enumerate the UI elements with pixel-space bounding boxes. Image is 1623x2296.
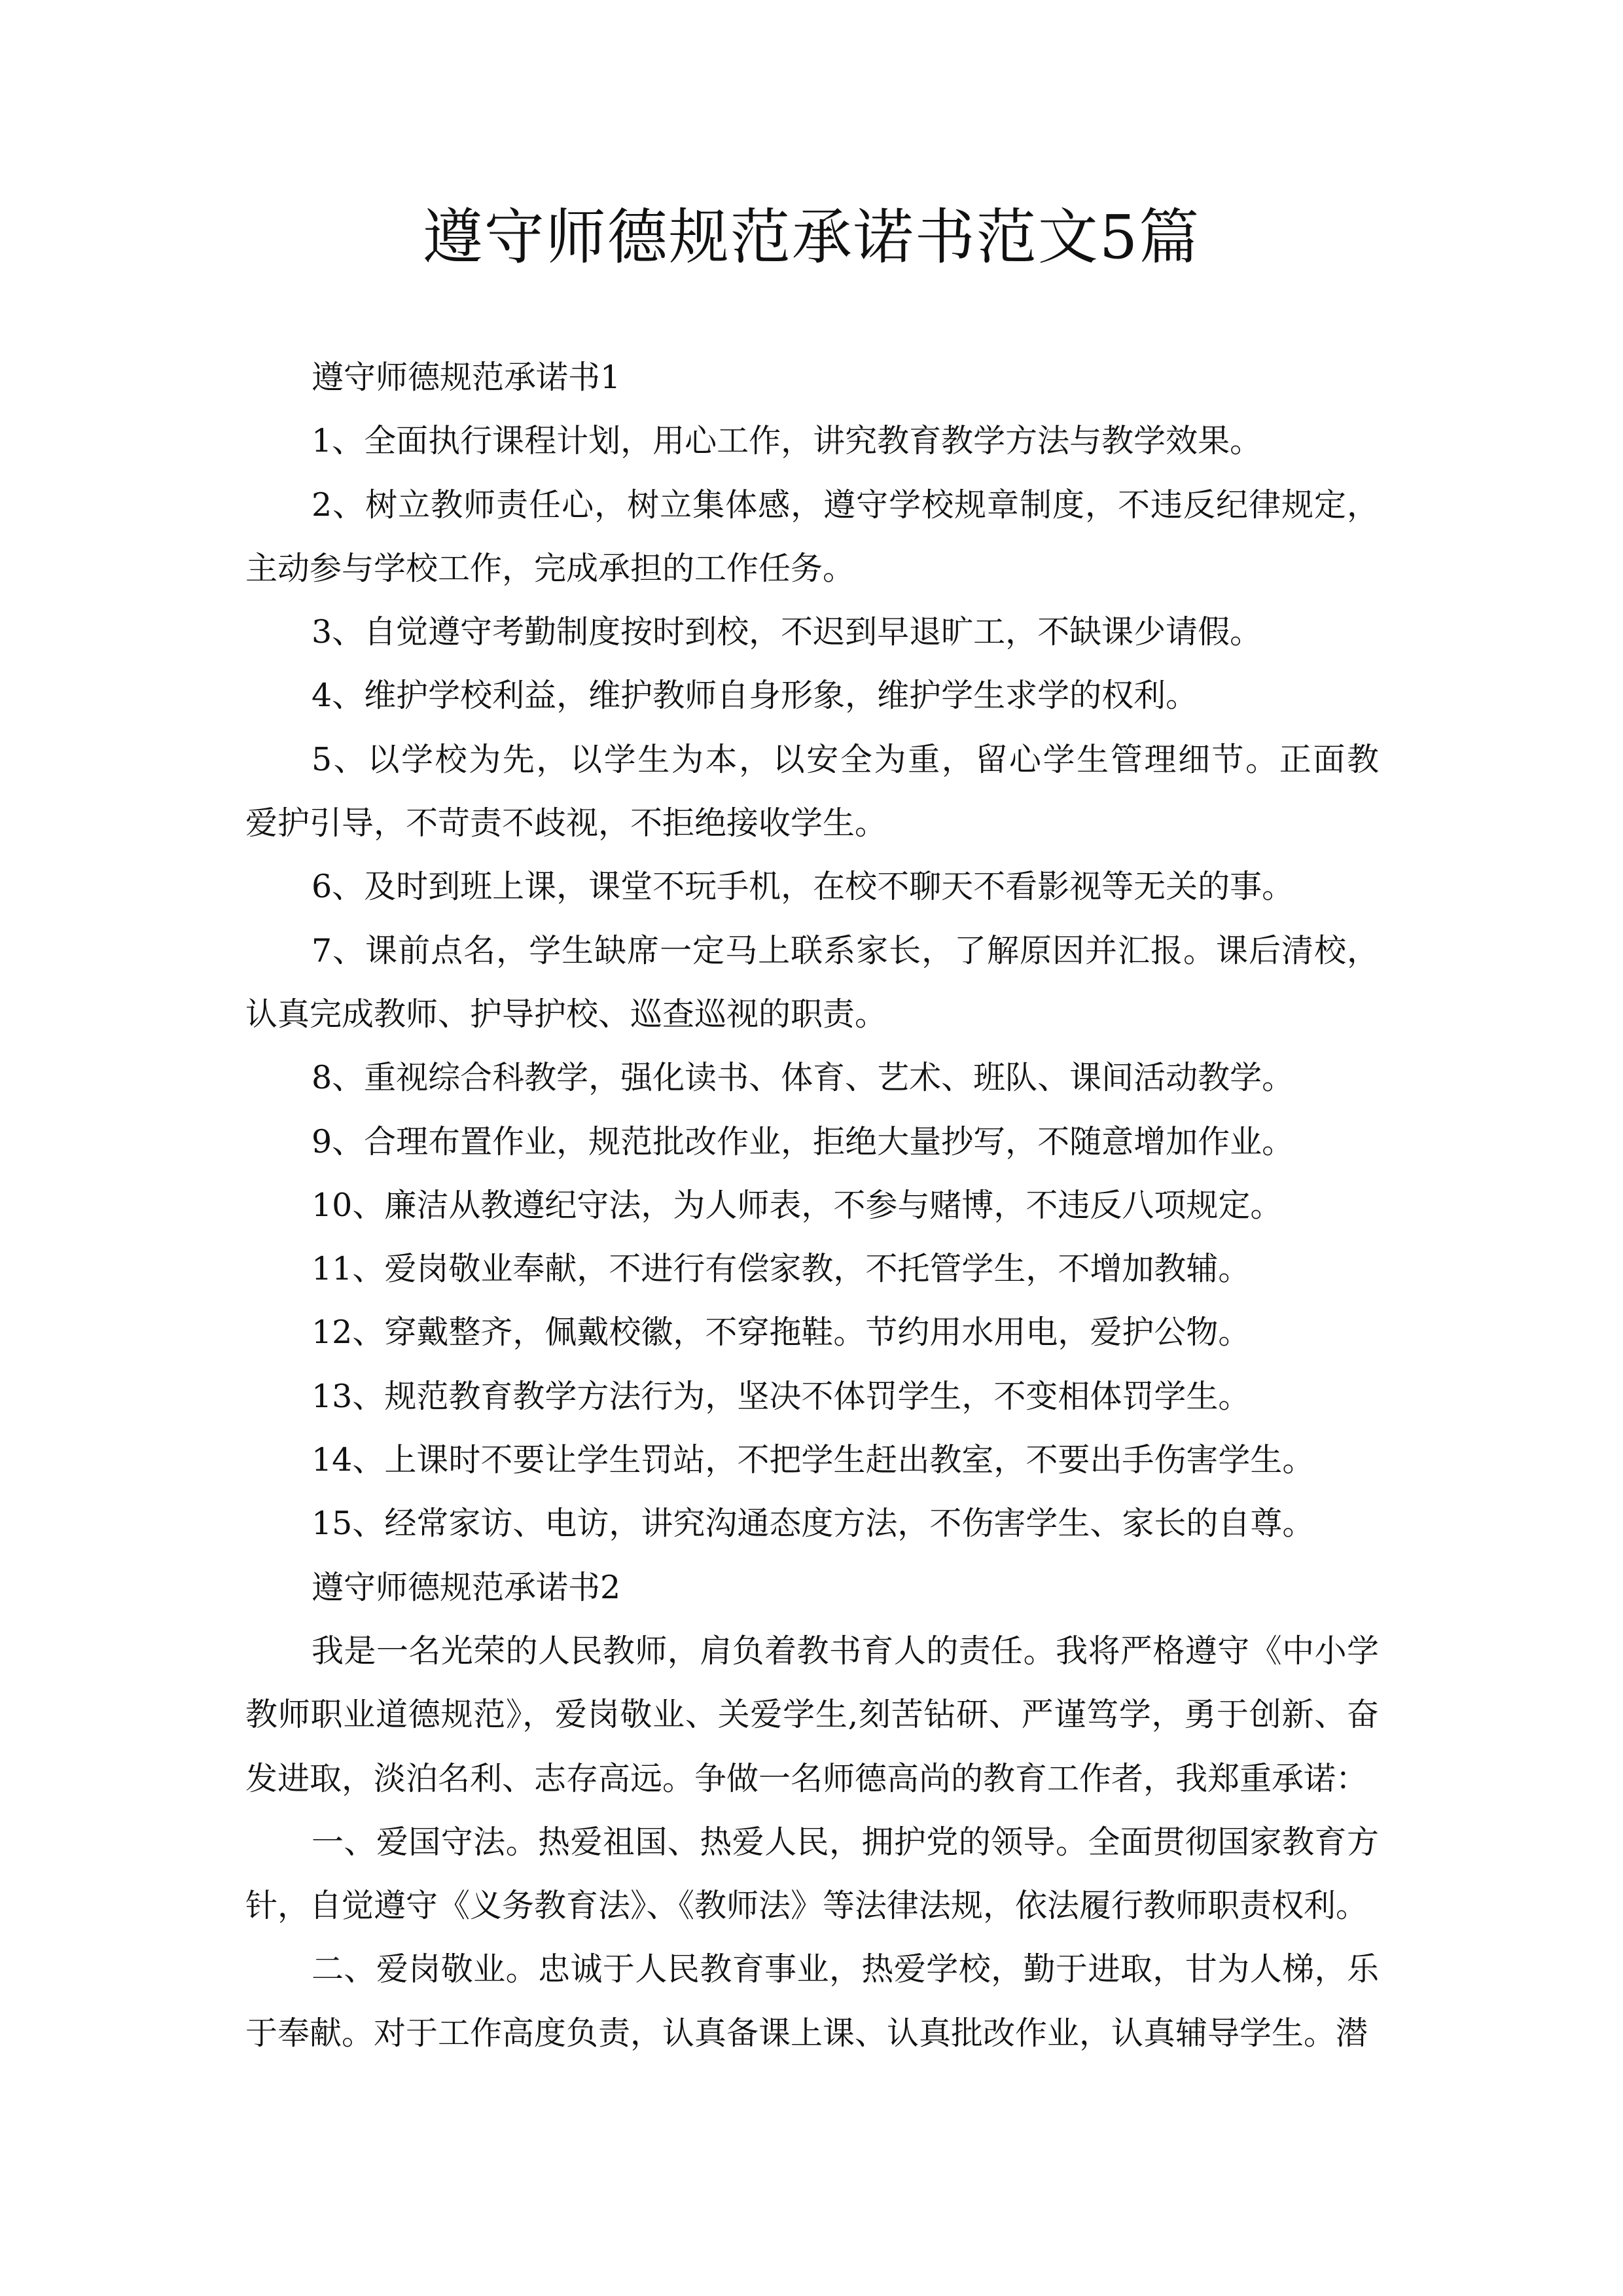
- paragraph: [245, 728, 1379, 855]
- paragraph: [245, 600, 1379, 664]
- text-line: 15、经常家访、电访，讲究沟通态度方法，不伤害学生、家长的自尊。: [312, 1505, 1315, 1543]
- text-line: 遵守师德规范承诺书1: [312, 359, 621, 396]
- text-line: 主动参与学校工作，完成承担的工作任务。: [245, 549, 855, 587]
- document-title: 遵守师德规范承诺书范文5篇: [422, 202, 1201, 272]
- paragraph: [245, 1492, 1379, 1555]
- text-line: 发进取，淡泊名利、志存高远。争做一名师德高尚的教育工作者，我郑重承诺：: [245, 1759, 1368, 1797]
- paragraph: [245, 473, 1379, 601]
- text-line: 3、自觉遵守考勤制度按时到校，不迟到早退旷工，不缺课少请假。: [312, 613, 1262, 651]
- text-line: 教师职业道德规范》，爱岗敬业、关爱学生,刻苦钻研、严谨笃学，勇于创新、奋: [245, 1696, 1379, 1734]
- text-line: 4、维护学校利益，维护教师自身形象，维护学生求学的权利。: [312, 677, 1198, 715]
- text-line: 2、树立教师责任心，树立集体感，遵守学校规章制度，不违反纪律规定，: [312, 486, 1379, 524]
- text-line: 5、以学校为先，以学生为本，以安全为重，留心学生管理细节。正面教: [312, 740, 1379, 778]
- paragraph: [245, 346, 1379, 409]
- text-line: 13、规范教育教学方法行为，坚决不体罚学生，不变相体罚学生。: [312, 1377, 1251, 1415]
- text-line: 11、爱岗敬业奉献，不进行有偿家教，不托管学生，不增加教辅。: [312, 1250, 1251, 1288]
- text-line: 一、爱国守法。热爱祖国、热爱人民，拥护党的领导。全面贯彻国家教育方: [312, 1823, 1379, 1861]
- paragraph: [245, 1365, 1379, 1428]
- text-line: 1、全面执行课程计划，用心工作，讲究教育教学方法与教学效果。: [312, 422, 1262, 460]
- paragraph: [245, 1300, 1379, 1364]
- paragraph: [245, 855, 1379, 918]
- document-body: [245, 346, 1379, 2065]
- paragraph: [245, 1937, 1379, 2065]
- paragraph: [245, 1556, 1379, 1619]
- paragraph: [245, 1428, 1379, 1492]
- paragraph: [245, 1174, 1379, 1237]
- text-line: 7、课前点名，学生缺席一定马上联系家长，了解原因并汇报。课后清校，: [312, 931, 1379, 969]
- paragraph: [245, 1110, 1379, 1174]
- paragraph: [245, 409, 1379, 473]
- text-line: 遵守师德规范承诺书2: [312, 1568, 621, 1606]
- paragraph: [245, 1619, 1379, 1810]
- paragraph: [245, 1237, 1379, 1300]
- text-line: 10、廉洁从教遵纪守法，为人师表，不参与赌博，不违反八项规定。: [312, 1186, 1283, 1224]
- paragraph: [245, 919, 1379, 1047]
- text-line: 9、合理布置作业，规范批改作业，拒绝大量抄写，不随意增加作业。: [312, 1122, 1294, 1160]
- text-line: 6、及时到班上课，课堂不玩手机，在校不聊天不看影视等无关的事。: [312, 868, 1294, 906]
- paragraph: [245, 1810, 1379, 1938]
- text-line: 认真完成教师、护导护校、巡查巡视的职责。: [245, 995, 887, 1033]
- text-line: 14、上课时不要让学生罚站，不把学生赶出教室，不要出手伤害学生。: [312, 1441, 1315, 1479]
- paragraph: [245, 1046, 1379, 1109]
- text-line: 8、重视综合科教学，强化读书、体育、艺术、班队、课间活动教学。: [312, 1059, 1294, 1097]
- text-line: 针，自觉遵守《义务教育法》、《教师法》等法律法规，依法履行教师职责权利。: [245, 1887, 1368, 1925]
- text-line: 我是一名光荣的人民教师，肩负着教书育人的责任。我将严格遵守《中小学: [312, 1632, 1379, 1670]
- text-line: 爱护引导，不苛责不歧视，不拒绝接收学生。: [245, 804, 887, 842]
- text-line: 二、爱岗敬业。忠诚于人民教育事业，热爱学校，勤于进取，甘为人梯，乐: [312, 1950, 1379, 1988]
- text-line: 于奉献。对于工作高度负责，认真备课上课、认真批改作业，认真辅导学生。潜: [245, 2014, 1368, 2052]
- paragraph: [245, 664, 1379, 727]
- text-line: 12、穿戴整齐，佩戴校徽，不穿拖鞋。节约用水用电，爱护公物。: [312, 1314, 1251, 1352]
